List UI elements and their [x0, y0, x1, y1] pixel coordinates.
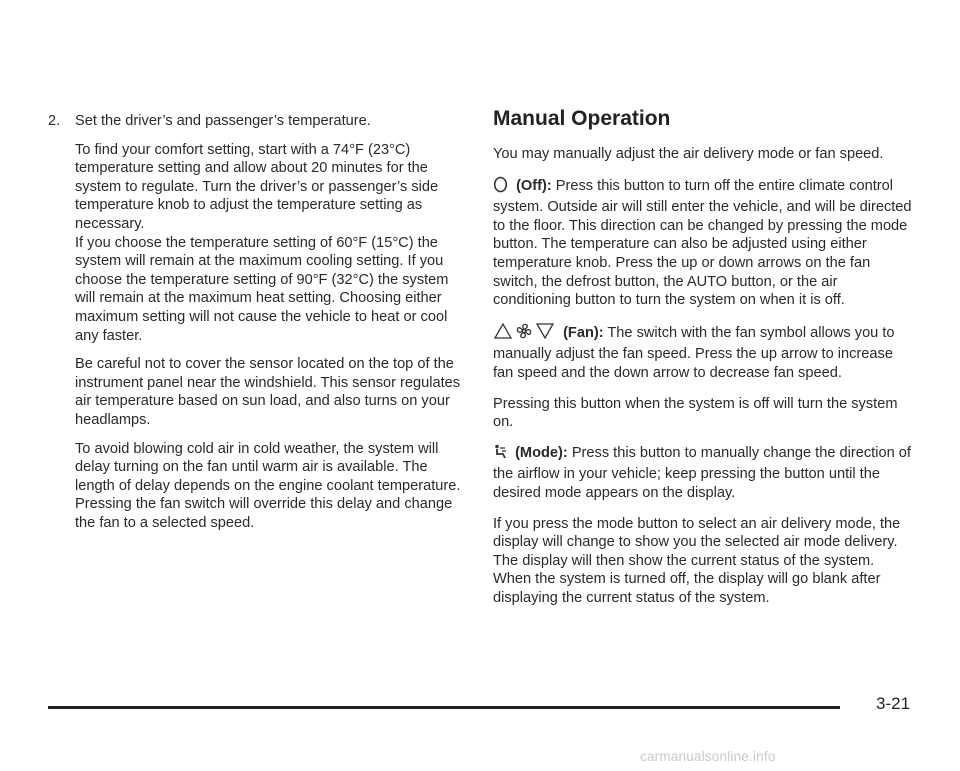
fan-paragraph-2: Pressing this button when the system is off will turn the system on.: [493, 395, 898, 431]
step-number: 2.: [48, 113, 61, 129]
section-heading: Manual Operation: [493, 107, 671, 130]
watermark: carmanualsonline.info: [640, 749, 776, 764]
max-setting-paragraph: If you choose the temperature setting of 60°F (15°C) the system will remain at the maximum cooling setting. If you choose the temperature setting of 90°F (32°C) the system will remain at the maximum heat setting. Choosing either maximum setting will not cause the vehicle to heat or cool any faster.: [75, 234, 449, 344]
step-2: [48, 112, 463, 355]
page-number: 3-21: [876, 694, 911, 713]
footer-rule: [48, 706, 840, 709]
comfort-setting-paragraph: To find your comfort setting, start with a 74°F (23°C) temperature setting and allow about 20 minutes for the system to regulate. Turn the driver’s or passenger’s side temperature knob to adjust the temperature setting as necessary.: [75, 141, 439, 232]
delay-paragraph: To avoid blowing cold air in cold weather, the system will delay turning on the fan until warm air is available. The length of delay depends on the engine coolant temperature. Pressing the fan switch will override this delay and change the fan to a selected speed.: [75, 440, 461, 531]
mode-paragraph: [493, 444, 913, 503]
step-title: Set the driver’s and passenger’s temperature.: [75, 113, 371, 129]
off-text: Press this button to turn off the entire climate control system. Outside air will still enter the vehicle, and will be directed to the floor. This direction can be changed by pressing the mode button. The temperature can also be adjusted using either temperature knob. Press the up or down arrows on the fan switch, the defrost button, the AUTO button, or the air conditioning button to turn the system on when it is off.: [493, 177, 912, 309]
mode-paragraph-2: If you press the mode button to select an air delivery mode, the display will change to show you the selected air mode delivery. The display will then show the current status of the system. When the system is turned off, the display will go blank after displaying the current status of the system.: [493, 515, 901, 606]
intro-paragraph: You may manually adjust the air delivery mode or fan speed.: [493, 146, 884, 162]
off-paragraph: [493, 176, 913, 310]
fan-paragraph: [493, 322, 913, 383]
mode-term: (Mode):: [515, 444, 568, 461]
fan-text: The switch with the fan symbol allows you to manually adjust the fan speed. Press the up arrow to increase fan speed and the down arrow to decrease fan speed.: [493, 324, 895, 381]
mode-text: Press this button to manually change the direction of the airflow in your vehicle; keep pressing the button until the desired mode appears on the display.: [493, 444, 911, 501]
airflow-mode-icon: [493, 444, 507, 466]
fan-term: (Fan):: [563, 324, 604, 341]
left-column: [48, 112, 463, 542]
right-column: [493, 107, 913, 619]
step-body: [75, 112, 463, 355]
power-off-icon: [493, 176, 508, 199]
fan-with-arrows-icon: [493, 322, 555, 346]
sensor-paragraph: Be careful not to cover the sensor located on the top of the instrument panel near the windshield. This sensor regulates air temperature based on sun load, and also turns on your headlamps.: [75, 356, 461, 428]
off-term: (Off):: [516, 177, 552, 194]
